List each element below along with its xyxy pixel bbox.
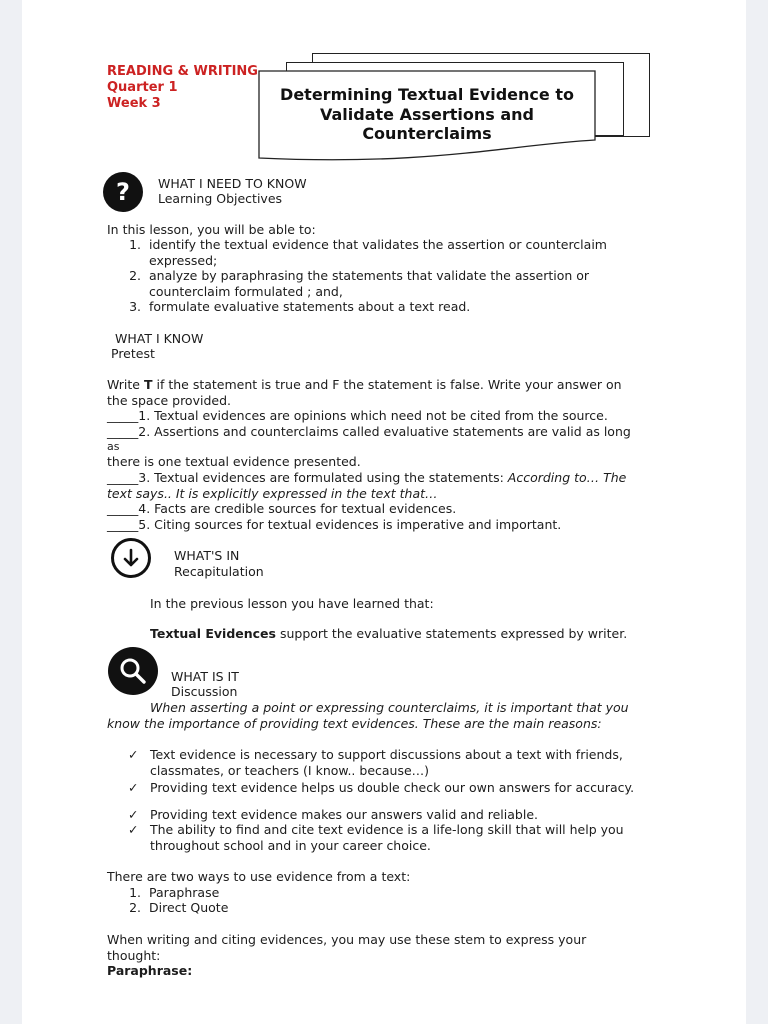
arrow-down-circle-icon — [111, 538, 151, 578]
objective-item: 1. identify the textual evidence that validates the assertion or counterclaim expressed; — [129, 237, 607, 268]
stem-text: When writing and citing evidences, you may use these stem to express your thought: — [107, 932, 587, 963]
recap-definition: Textual Evidences support the evaluative statements expressed by writer. — [150, 626, 628, 641]
check-icon: ✓ — [128, 780, 139, 795]
objective-item: 2. analyze by paraphrasing the statements that validate the assertion or counterclaim formulated ; and, — [129, 268, 590, 299]
objective-item: 3. formulate evaluative statements about a text read. — [129, 299, 471, 314]
check-icon: ✓ — [128, 807, 139, 822]
pretest-item: _____5. Citing sources for textual evidences is imperative and important. — [107, 517, 562, 532]
reason-item: ✓ Text evidence is necessary to support discussions about a text with friends, classmates, or teachers (I know.. because…) — [128, 747, 623, 778]
pretest-item: _____3. Textual evidences are formulated using the statements: According to… The — [107, 470, 627, 485]
question-mark-icon: ? — [103, 172, 143, 212]
reason-item: ✓ Providing text evidence helps us double check our own answers for accuracy. — [128, 780, 635, 795]
title-line-1: Determining Textual Evidence to — [280, 85, 574, 104]
whats-in-subheading: Recapitulation — [174, 564, 264, 579]
what-i-know-subheading: Pretest — [111, 346, 155, 361]
pretest-item: _____1. Textual evidences are opinions which need not be cited from the source. — [107, 408, 608, 423]
need-to-know-heading: WHAT I NEED TO KNOW — [158, 176, 307, 191]
reason-item: ✓ Providing text evidence makes our answers valid and reliable. — [128, 807, 538, 822]
week-label: Week 3 — [107, 96, 161, 111]
document-title — [258, 85, 596, 144]
reason-item: ✓ The ability to find and cite text evidence is a life-long skill that will help you throughout school and in your career choice. — [128, 822, 624, 853]
what-is-it-subheading: Discussion — [171, 684, 238, 699]
pretest-item-wrap: as — [107, 440, 120, 453]
ways-item: 1. Paraphrase — [129, 885, 220, 900]
magnifier-icon — [108, 647, 158, 695]
paraphrase-heading: Paraphrase: — [107, 963, 193, 978]
pretest-item-continuation: text says.. It is explicitly expressed in the text that… — [107, 486, 438, 501]
pretest-item: _____2. Assertions and counterclaims called evaluative statements are valid as long — [107, 424, 631, 439]
title-line-3: Counterclaims — [362, 124, 492, 143]
ways-intro: There are two ways to use evidence from a text: — [107, 869, 411, 884]
what-i-know-heading: WHAT I KNOW — [115, 331, 204, 346]
recap-text: In the previous lesson you have learned that: — [150, 596, 434, 611]
discussion-paragraph-cont: know the importance of providing text evidences. These are the main reasons: — [107, 716, 602, 731]
document-page — [22, 0, 746, 1024]
pretest-instructions: Write T if the statement is true and F the statement is false. Write your answer on the space provided. — [107, 377, 622, 408]
whats-in-heading: WHAT'S IN — [174, 548, 240, 563]
what-is-it-heading: WHAT IS IT — [171, 669, 239, 684]
pretest-item-continuation: there is one textual evidence presented. — [107, 454, 361, 469]
pretest-item: _____4. Facts are credible sources for textual evidences. — [107, 501, 457, 516]
ways-item: 2. Direct Quote — [129, 900, 229, 915]
subject-label: READING & WRITING — [107, 64, 258, 79]
check-icon: ✓ — [128, 747, 139, 762]
check-icon: ✓ — [128, 822, 139, 837]
objectives-intro: In this lesson, you will be able to: — [107, 222, 316, 237]
discussion-paragraph: When asserting a point or expressing counterclaims, it is important that you — [150, 700, 629, 715]
need-to-know-subheading: Learning Objectives — [158, 191, 283, 206]
quarter-label: Quarter 1 — [107, 80, 178, 95]
title-line-2: Validate Assertions and — [319, 104, 534, 124]
